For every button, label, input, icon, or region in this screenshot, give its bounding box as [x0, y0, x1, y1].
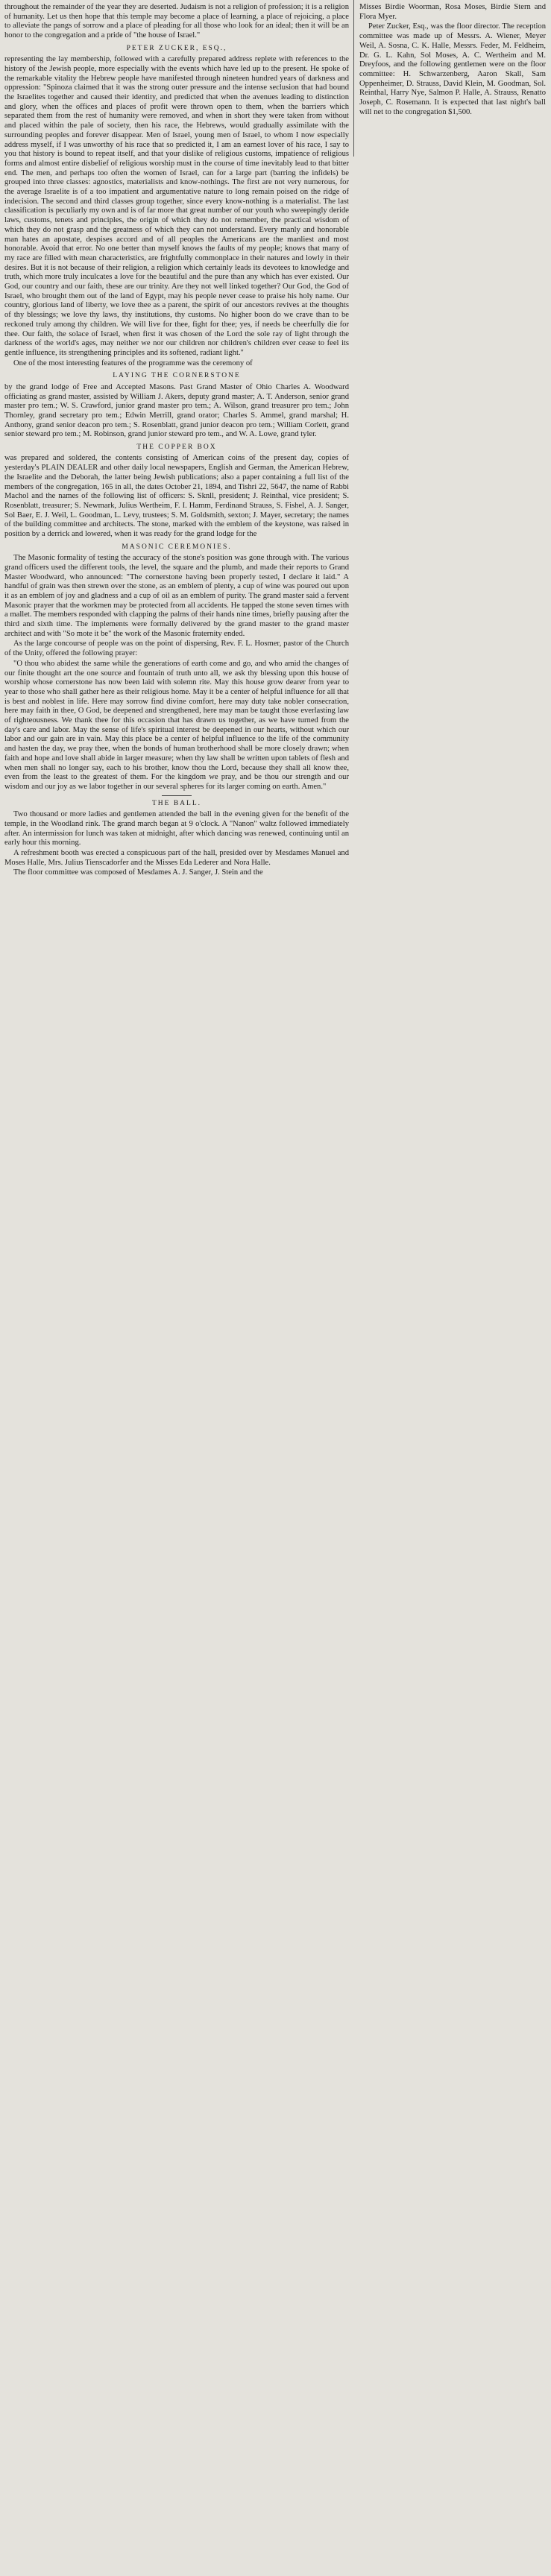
paragraph: Peter Zucker, Esq., was the floor director. The reception committee was made up of Messrs. A. Wiener, Meyer Weil, A. Sosna, C. K. Halle, Messrs. Feder, M. Feldheim, Dr. G. L. Kahn, Sol Moses, A. C. Wertheim and M. Dreyfoos, and the following gentlemen were on the floor committee: H. Schwarzenberg, Aaron Skall, Sam Oppenheimer, D. Strauss, David Klein, M. Goodman, Sol. Reinthal, Harry Nye, Salmon P. Halle, A. Strauss, Renatto Joseph, C. Rosemann. It is expected that last night's ball will net to the congregation $1,500.	[359, 22, 546, 116]
paragraph: As the large concourse of people was on the point of dispersing, Rev. F. L. Hosmer, pastor of the Church of the Unity, offered the following prayer:	[4, 640, 349, 658]
paragraph: was prepared and soldered, the contents consisting of American coins of the present day, copies of yesterday's PLAIN DEALER and other daily local newspapers, English and German, the American Hebrew, the Israelite and the Deborah, the latter being Jewish publications; also a paper containing a full list of the members of the congregation, 165 in all, the dates October 21, 1894, and Tishri 22, 5647, the name of Rabbi Machol and the names of the following list of officers: S. Sknll, president; J. Reinthal, vice president; S. Rosenblatt, treasurer; S. Newmark, Julius Wertheim, F. I. Hamm, Ferdinand Strauss, S. Fishel, A. J. Sanger, Sol Baer, E. J. Weil, L. Goodman, L. Levy, trustees; S. M. Goldsmith, sexton; J. Mayer, secretary; the names of the building committee and architects. The stone, marked with the emblem of the keystone, was raised in position by a derrick and lowered, when it was ready for the grand lodge for the	[4, 454, 349, 539]
paragraph: Two thousand or more ladies and gentlemen attended the ball in the evening given for the benefit of the temple, in the Woodland rink. The grand march began at 9 o'clock. A "Nanon" waltz followed immediately after. An intermission for lunch was taken at midnight, after which dancing was renewed, continuing until an early hour this morning.	[4, 810, 349, 847]
left-column	[4, 3, 349, 879]
paragraph: throughout the remainder of the year they are deserted. Judaism is not a religion of profession; it is a religion of humanity. Let us then hope that this temple may become a place of learning, a place of rejoicing, a place to alleviate the pangs of sorrow and a place of pleading for all those who look for an ideal; then it will be an honor to the congregation and a pride of "the house of Israel."	[4, 3, 349, 40]
right-column	[359, 3, 546, 118]
section-heading-copper-box: THE COPPER BOX	[136, 443, 217, 452]
paragraph: "O thou who abidest the same while the generations of earth come and go, and who amid the changes of our finite thought art the one source and fountain of truth unto all, we ask thy blessing upon this house of worship whose cornerstone has now been laid with solemn rite. May this house grow dearer from year to year to those who shall gather here as their religious home. May it be a center of helpful influence for all that is best and noblest in life. Here may sorrow find divine comfort, here may duty take nobler consecration, here may faith in thee, O God, be deepened and strengthened, here may man be taught those everlasting law of righteousness. We thank thee for this occasion that has drawn us together, as we have turned from the day's care and labor. May the sense of life's spiritual interest be deepened in our hearts, without which our labor and our gain are in vain. May this place be a center of helpful influence to the life of the community and hasten the day, we pray thee, when the bonds of human brotherhood shall be more closely drawn; when faith and hope and love shall abide in larger measure; when thy law shall be written upon tablets of flesh and when men shall no longer say, each to his brother, know thou the Lord, because they shall all know thee, even from the least to the greatest of them. For the kingdom we pray, and be thou our strength and our wisdom and our joy as we labor together in our several spheres for its larger coming on earth. Amen."	[4, 659, 349, 791]
section-heading-cornerstone: LAYING THE CORNERSTONE	[113, 372, 241, 380]
paragraph: The floor committee was composed of Mesdames A. J. Sanger, J. Stein and the	[13, 868, 263, 877]
paragraph: representing the lay membership, followed with a carefully prepared address replete with references to the history of the Jewish people, more especially with the events which have led up to the present. He spoke of the remarkable vitality the Hebrew people have manifested through nineteen hundred years of darkness and oppression: "Spinoza claimed that it was the strong outer pressure and the intense seclusion that had bound the Israelites together and caused their identity, and predicted that when the avenues leading to distinction and glory, when the offices and places of profit were thrown open to them, when the barriers which separated them from the rest of humanity were removed, and when in short they were taken from without and placed within the pale of society, then his race, the Hebrews, would gradually assimilate with the surrounding peoples and forever disappear. Men of Israel, young men of Israel, to whom I now especially address myself, if I was unworthy of his race that so predicted it, I am an earnest lover of his race, I say to you that history is bound to repeat itself, and that your dislike of religious customs, impatience of religious forms and almost entire disbelief of religious worship must in the course of time inevitably lead to that bitter end. The men, and perhaps too often the women of Israel, can for a large part (barring the infidels) be grouped into three classes: agnostics, materialists and know-nothings. The first are not very numerous, for the average Israelite is of a too impatient and argumentative nature to long remain poised on the ridge of indecision. The second and third classes group together, since every know-nothing is a materialist. The last classification is peculiarly my own and is of far more that great number of our youth who sweepingly deride laws, customs, tenets and principles, the origin of which they do not remember, the practical wisdom of which they do not grasp and the greatness of which they can not understand. Every manly and honorable man hates an apostate, despises accord and of all peoples the Americans are the manliest and most honorable. Avoid that error. No one better than myself knows the faults of my people; knows that many of my race are filled with mean characteristics, are frightfully commonplace in their natures and lowly in their desires. But it is not because of their religion, a religion which certainly leads its devotees to knowledge and truth, which more truly inculcates a love for the beautiful and the pure than any which has ever existed. Our God, our country and our faith, these are our trinity. Are they not well linked together? Our God, the God of Israel, who brought them out of the land of Egypt, may his people never cease to praise his holy name. Our country, glorious land of liberty, we love thee as a parent, the spirit of our ancestors revives at the thoughts of thy blessings; we love thy laws, thy institutions, thy customs. No higher boon do we crave than to be reckoned truly among thy children. We will live for thee, fight for thee; yes, if needs be cheerfully die for thee. Our faith, the solace of Israel, when first it was chosen of the Lord the sole ray of light through the darkness of the world's ages, may neither we nor our children nor children's children ever cease to feel its gentle influence, its strengthening principles and its softened, radiant light."	[4, 55, 349, 357]
section-heading-zucker: PETER ZUCKER, ESQ.,	[126, 44, 227, 52]
section-divider	[162, 795, 192, 796]
paragraph: A refreshment booth was erected a conspicuous part of the hall, presided over by Mesdames Manuel and Moses Halle, Mrs. Julius Tienscadorfer and the Misses Eda Lederer and Nora Halle.	[4, 848, 349, 867]
paragraph: Misses Birdie Woorman, Rosa Moses, Birdie Stern and Flora Myer.	[359, 3, 546, 21]
column-divider	[353, 0, 354, 157]
paragraph: The Masonic formality of testing the accuracy of the stone's position was gone through with. The various grand officers used the different tools, the level, the square and the plumb, and made their reports to Grand Master Woodward, who announced: "The cornerstone having been properly tested, I declare it laid." A handful of grain was then strewn over the stone, as an emblem of plenty, a cup of wine was poured out upon it as an emblem of joy and gladness and a cup of oil as an emblem of purity. The grand master said a fervent Masonic prayer that the workmen may be protected from all accidents. He tapped the stone seven times with a mallet. The members responded with clapping the palms of their hands nine times, briefly pausing after the third and sixth time. The implements were formally delivered by the grand master to the grand master architect and with "So mote it be" the work of the Masonic fraternity ended.	[4, 554, 349, 638]
paragraph: One of the most interesting features of the programme was the ceremony of	[13, 359, 253, 367]
section-heading-masonic: MASONIC CEREMONIES.	[122, 543, 232, 551]
paragraph: by the grand lodge of Free and Accepted Masons. Past Grand Master of Ohio Charles A. Woodward officiating as grand master, assisted by William J. Akers, deputy grand master; A. T. Anderson, senior grand master pro tem.; W. S. Crawford, junior grand master pro tem.; A. Wilson, grand treasurer pro tem.; John Thornley, grand secretary pro tem.; Edwin Merrill, grand orator; Charles S. Ammel, grand marshal; H. Anthony, grand senior deacon pro tem.; S. Rosenblatt, grand junior deacon pro tem.; William Corlett, grand senior steward pro tem.; M. Robinson, grand junior steward pro tem., and W. A. Lowe, grand tyler.	[4, 382, 349, 439]
section-heading-ball: THE BALL.	[151, 799, 202, 807]
